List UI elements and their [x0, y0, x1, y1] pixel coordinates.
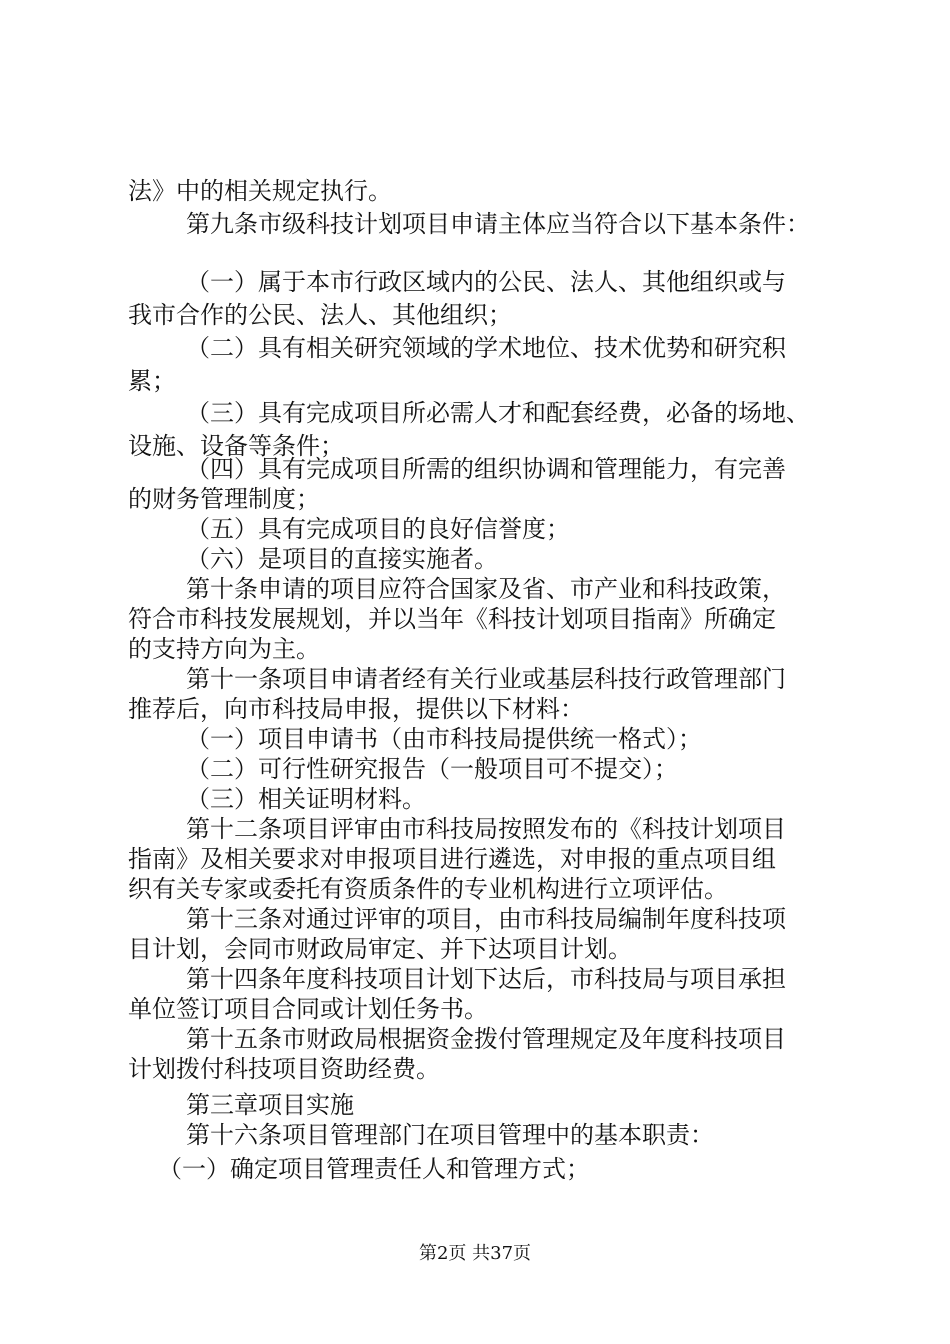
text-line: 法》中的相关规定执行。: [128, 177, 392, 205]
text-line: 指南》及相关要求对申报项目进行遴选，对申报的重点项目组: [128, 845, 776, 873]
text-line: （二）可行性研究报告（一般项目可不提交）；: [186, 755, 678, 783]
text-line: 第十六条项目管理部门在项目管理中的基本职责：: [186, 1121, 714, 1149]
text-line: 的支持方向为主。: [128, 635, 320, 663]
text-line: （一）项目申请书（由市科技局提供统一格式）；: [186, 725, 702, 753]
text-line: 第十条申请的项目应符合国家及省、市产业和科技政策，: [186, 575, 786, 603]
text-line: （六）是项目的直接实施者。: [186, 545, 498, 573]
text-line: 第十四条年度科技项目计划下达后，市科技局与项目承担: [186, 965, 786, 993]
text-line: （一）属于本市行政区域内的公民、法人、其他组织或与: [186, 268, 786, 296]
text-line: 推荐后，向市科技局申报，提供以下材料：: [128, 695, 584, 723]
text-line: 第十五条市财政局根据资金拨付管理规定及年度科技项目: [186, 1025, 786, 1053]
text-line: 设施、设备等条件；: [128, 432, 344, 460]
text-line: （二）具有相关研究领域的学术地位、技术优势和研究积: [186, 334, 786, 362]
text-line: 符合市科技发展规划，并以当年《科技计划项目指南》所确定: [128, 605, 776, 633]
text-line: 我市合作的公民、法人、其他组织；: [128, 301, 512, 329]
text-line: 单位签订项目合同或计划任务书。: [128, 995, 488, 1023]
text-line: 第十三条对通过评审的项目，由市科技局编制年度科技项: [186, 905, 786, 933]
text-line: 织有关专家或委托有资质条件的专业机构进行立项评估。: [128, 875, 728, 903]
text-line: 累；: [128, 367, 176, 395]
text-line: （三）相关证明材料。: [186, 785, 426, 813]
page-number-footer: 第2页 共37页: [418, 1243, 532, 1264]
text-line: （三）具有完成项目所必需人才和配套经费，必备的场地、: [186, 399, 810, 427]
chapter-heading: 第三章项目实施: [186, 1091, 354, 1119]
text-line: （五）具有完成项目的良好信誉度；: [186, 515, 570, 543]
text-line: 第十一条项目申请者经有关行业或基层科技行政管理部门: [186, 665, 786, 693]
text-line: 计划拨付科技项目资助经费。: [128, 1055, 440, 1083]
text-line: 第九条市级科技计划项目申请主体应当符合以下基本条件：: [186, 210, 810, 238]
text-line: （四）具有完成项目所需的组织协调和管理能力，有完善: [186, 455, 786, 483]
text-line: （一）确定项目管理责任人和管理方式；: [158, 1155, 590, 1183]
text-line: 的财务管理制度；: [128, 485, 320, 513]
text-line: 第十二条项目评审由市科技局按照发布的《科技计划项目: [186, 815, 786, 843]
text-line: 目计划，会同市财政局审定、并下达项目计划。: [128, 935, 632, 963]
